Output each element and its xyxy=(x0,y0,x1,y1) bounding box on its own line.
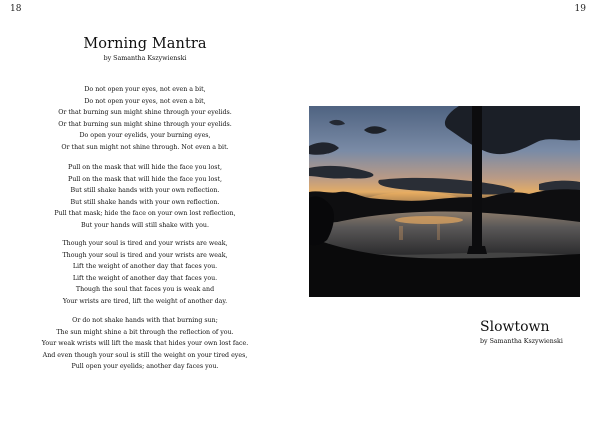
poem-line: Or do not shake hands with that burning sun; xyxy=(72,317,218,324)
poem-line: Do not open your eyes, not even a bit, xyxy=(84,86,206,93)
poem-line: But your hands will still shake with you. xyxy=(81,221,209,229)
poem-stanza-2 xyxy=(0,162,290,232)
poem-stanza-3 xyxy=(0,238,290,308)
poem-line: Pull on the mask that will hide the face you lost, xyxy=(67,164,223,171)
photo-artwork xyxy=(309,106,580,297)
poem-line: Pull on the mask that will hide the face you lost, xyxy=(67,175,223,183)
poem-line: Though the soul that faces you is weak and xyxy=(75,286,215,294)
poem-line: But still shake hands with your own reflection. xyxy=(70,187,220,195)
poem-line: Or that burning sun might shine through your eyelids. xyxy=(58,109,232,117)
photo-caption-title: Slowtown xyxy=(480,319,550,335)
poem-line: Though your soul is tired and your wrists are weak, xyxy=(62,240,228,247)
page-number-right: 19 xyxy=(574,4,586,14)
poem-line: Do not open your eyes, not even a bit, xyxy=(84,97,206,105)
poem-line: And even though your soul is still the weight on your tired eyes, xyxy=(42,351,248,359)
poem-line: Though your soul is tired and your wrists are weak, xyxy=(62,251,228,259)
poem-line: But still shake hands with your own reflection. xyxy=(70,198,220,206)
poem-stanza-1 xyxy=(0,84,290,154)
poem-line: Pull open your eyelids; another day faces you. xyxy=(71,363,219,371)
poem-line: The sun might shine a bit through the reflection of you. xyxy=(56,328,234,336)
page-number-left: 18 xyxy=(10,4,22,14)
poem-line: Your wrists are tired, lift the weight of another day. xyxy=(62,297,228,305)
poem-line: Pull that mask; hide the face on your own lost reflection, xyxy=(54,210,236,218)
poem-line: Or that sun might not shine through. Not even a bit. xyxy=(61,143,229,151)
poem-line: Lift the weight of another day that faces you. xyxy=(72,274,218,282)
poem-title: Morning Mantra xyxy=(83,36,207,52)
poem-line: Do open your eyelids, your burning eyes, xyxy=(79,132,211,140)
poem-line: Or that burning sun might shine through your eyelids. xyxy=(58,120,232,128)
poem-byline: by Samantha Kszywienski xyxy=(103,55,187,62)
poem-line: Lift the weight of another day that faces you. xyxy=(72,263,218,271)
poem-stanza-4 xyxy=(0,315,290,373)
poem-line: Your weak wrists will lift the mask that hides your own lost face. xyxy=(41,340,249,348)
photo-caption-byline: by Samantha Kszywienski xyxy=(480,338,563,345)
sunset-lake-photo xyxy=(309,106,580,297)
